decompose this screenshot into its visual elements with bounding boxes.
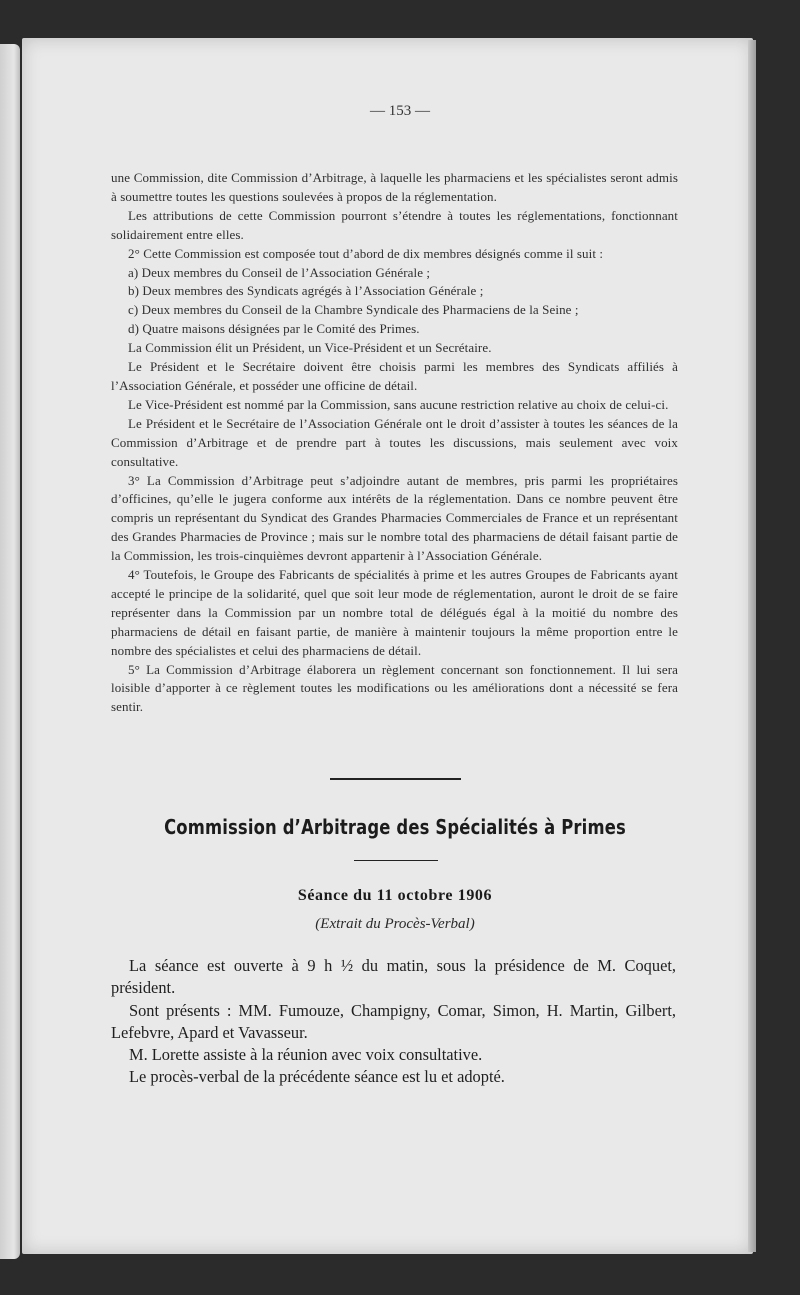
extract-note: (Extrait du Procès-Verbal) <box>315 916 475 932</box>
paragraph: Le Vice-Président est nommé par la Commission, sans aucune restriction relative au choix de celui-ci. <box>128 396 669 412</box>
paragraph: Les attributions de cette Commission pourront s’étendre à toutes les réglementations, fonctionnant solidairement entre elles. <box>111 207 678 242</box>
paragraph: La Commission élit un Président, un Vice-Président et un Secrétaire. <box>128 340 492 356</box>
list-item: b) Deux membres des Syndicats agrégés à l’Association Générale ; <box>128 283 484 299</box>
minutes-paragraph: Sont présents : MM. Fumouze, Champigny, Comar, Simon, H. Martin, Gilbert, Lefebvre, Apard et Vavasseur. <box>111 1000 676 1042</box>
page-number: — 153 — <box>370 103 430 119</box>
previous-page-edge <box>0 44 20 1259</box>
meeting-minutes <box>111 955 676 1089</box>
paragraph: 5° La Commission d’Arbitrage élaborera un règlement concernant son fonctionnement. Il lui sera loisible d’apporter à ce règlement toutes les modifications ou les améliorations dont a nécessité se fera sentir. <box>111 661 678 715</box>
paragraph: Le Président et le Secrétaire de l’Association Générale ont le droit d’assister à toutes les séances de la Commission d’Arbitrage et de prendre part à toutes les discussions, mais seulement avec voix consultative. <box>111 415 678 469</box>
session-title: Séance du 11 octobre 1906 <box>297 887 493 904</box>
title-underline <box>354 860 438 861</box>
section-title: Commission d’Arbitrage des Spécialités à Primes <box>164 815 626 839</box>
list-item: a) Deux membres du Conseil de l’Association Générale ; <box>128 264 431 280</box>
page-edge-shadow <box>748 40 756 1252</box>
minutes-paragraph: La séance est ouverte à 9 h ½ du matin, sous la présidence de M. Coquet, président. <box>111 956 676 998</box>
paragraph: 2° Cette Commission est composée tout d’abord de dix membres désignés comme il suit : <box>128 245 604 261</box>
paragraph: une Commission, dite Commission d’Arbitrage, à laquelle les pharmaciens et les spécialistes seront admis à soumettre toutes les questions soulevées à propos de la réglementation. <box>111 170 678 204</box>
paragraph: Le Président et le Secrétaire doivent être choisis parmi les membres des Syndicats affiliés à l’Association Générale, et posséder une officine de détail. <box>111 359 678 393</box>
regulation-text <box>111 169 678 717</box>
paragraph: 3° La Commission d’Arbitrage peut s’adjoindre autant de membres, pris parmi les propriétaires d’officines, qu’elle le jugera conforme aux intérêts de la réglementation. Dans ce nombre peuvent être compris un représentant du Syndicat des Grandes Pharmacies Commerciales de France et un représentant des Grandes Pharmacies de Province ; mais sur le nombre total des pharmaciens de détail faisant partie de la Commission, les trois-cinquièmes devront appartenir à l’Association Générale. <box>111 472 678 564</box>
minutes-paragraph: M. Lorette assiste à la réunion avec voix consultative. <box>129 1045 483 1065</box>
section-divider <box>330 778 461 780</box>
minutes-paragraph: Le procès-verbal de la précédente séance est lu et adopté. <box>129 1067 505 1087</box>
list-item: d) Quatre maisons désignées par le Comité des Primes. <box>128 321 420 337</box>
paragraph: 4° Toutefois, le Groupe des Fabricants de spécialités à prime et les autres Groupes de Fabricants ayant accepté le principe de la solidarité, quel que soit leur mode de réglementation, auront le droit de se faire représenter dans la Commission par un nombre total de délégués égal à la moitié du nombre des pharmaciens de détail en faisant partie, de manière à maintenir toujours la même proportion entre le nombre des spécialistes et celui des pharmaciens de détail. <box>111 567 678 658</box>
list-item: c) Deux membres du Conseil de la Chambre Syndicale des Pharmaciens de la Seine ; <box>128 302 579 318</box>
